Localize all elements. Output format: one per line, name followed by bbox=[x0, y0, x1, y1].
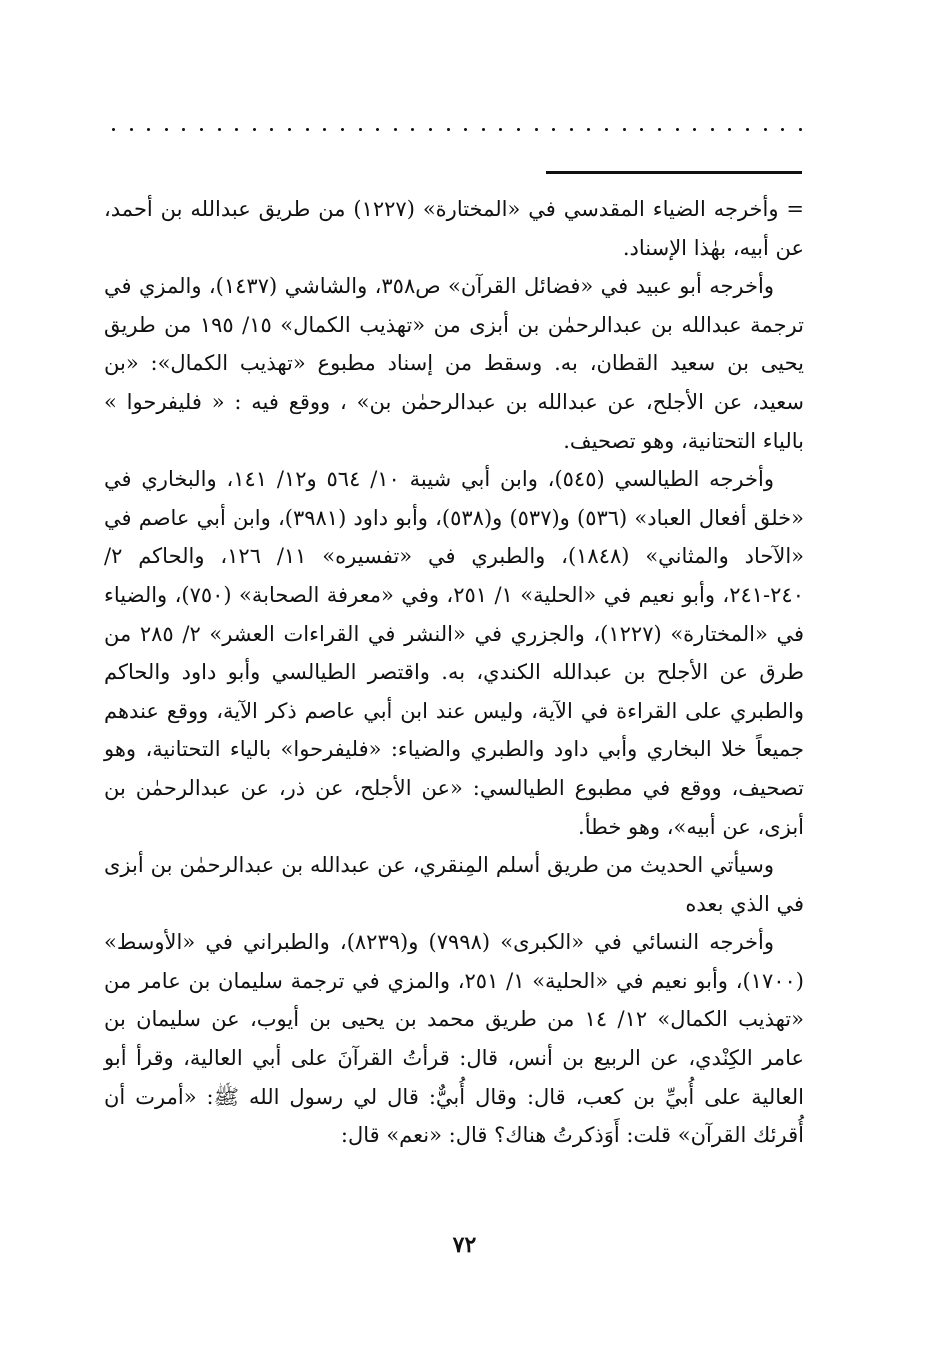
separator-dot bbox=[499, 128, 502, 131]
separator-dot bbox=[200, 128, 203, 131]
separator-dot bbox=[341, 128, 344, 131]
separator-dot bbox=[112, 128, 115, 131]
separator-dot bbox=[464, 128, 467, 131]
separator-dot bbox=[235, 128, 238, 131]
separator-dot bbox=[147, 128, 150, 131]
separator-dot bbox=[253, 128, 256, 131]
separator-dot bbox=[552, 128, 555, 131]
separator-dot bbox=[130, 128, 133, 131]
separator-dot bbox=[447, 128, 450, 131]
separator-dot bbox=[376, 128, 379, 131]
separator-dot bbox=[165, 128, 168, 131]
separator-dot bbox=[781, 128, 784, 131]
separator-dot bbox=[570, 128, 573, 131]
separator-dot bbox=[676, 128, 679, 131]
separator-dotted-line bbox=[112, 126, 802, 132]
separator-dot bbox=[623, 128, 626, 131]
separator-dot bbox=[764, 128, 767, 131]
separator-dot bbox=[218, 128, 221, 131]
footnote-rule bbox=[546, 171, 802, 174]
page-number: ٧٢ bbox=[452, 1232, 477, 1258]
separator-dot bbox=[605, 128, 608, 131]
separator-dot bbox=[799, 128, 802, 131]
footnotes-body bbox=[104, 190, 804, 1155]
separator-dot bbox=[411, 128, 414, 131]
footnote-paragraph: وأخرجه النسائي في «الكبرى» (٧٩٩٨) و(٨٢٣٩)، والطبراني في «الأوسط» (١٧٠٠)، وأبو نعيم في «الحلية» ١/ ٢٥١، والمزي في ترجمة سليمان بن عامر من «تهذيب الكمال» ١٢/ ١٤ من طريق محمد بن يحيى بن أيوب، عن سليمان بن عامر الكِنْدي، عن الربيع بن أنس، قال: قرأتُ القرآنَ على أبي العالية، وقرأ أبو العالية على أُبيِّ بن كعب، قال: وقال أُبيٌّ: قال لي رسول الله ﷺ: «أمرت أن أُقرئك القرآن» قلت: أَوَذكرتُ هناك؟ قال: «نعم» قال: bbox=[104, 930, 804, 1148]
separator-dot bbox=[711, 128, 714, 131]
separator-dot bbox=[270, 128, 273, 131]
separator-dot bbox=[323, 128, 326, 131]
separator-dot bbox=[288, 128, 291, 131]
separator-dot bbox=[359, 128, 362, 131]
footnote-paragraph: وأخرجه الطيالسي (٥٤٥)، وابن أبي شيبة ١٠/ ٥٦٤ و١٢/ ١٤١، والبخاري في «خلق أفعال العباد» (٥٣٦) و(٥٣٧) و(٥٣٨)، وأبو داود (٣٩٨١)، وابن أبي عاصم في «الآحاد والمثاني» (١٨٤٨)، والطبري في «تفسيره» ١١/ ١٢٦، والحاكم ٢/ ٢٤٠-٢٤١، وأبو نعيم في «الحلية» ١/ ٢٥١، وفي «معرفة الصحابة» (٧٥٠)، والضياء في «المختارة» (١٢٢٧)، والجزري في «النشر في القراءات العشر» ٢/ ٢٨٥ من طرق عن الأجلح بن عبدالله الكندي، به. واقتصر الطيالسي وأبو داود والحاكم والطبري على القراءة في الآية، وليس عند ابن أبي عاصم ذكر الآية، ووقع عندهم جميعاً خلا البخاري وأبي داود والطبري والضياء: «فليفرحوا» بالياء التحتانية، وهو تصحيف، ووقع في مطبوع الطيالسي: «عن الأجلح، عن ذر، عن عبدالرحمٰن بن أبزى، عن أبيه»، وهو خطأ. bbox=[104, 467, 804, 839]
separator-dot bbox=[728, 128, 731, 131]
separator-dot bbox=[640, 128, 643, 131]
separator-dot bbox=[535, 128, 538, 131]
separator-dot bbox=[182, 128, 185, 131]
footnote-paragraph: = وأخرجه الضياء المقدسي في «المختارة» (١٢٢٧) من طريق عبدالله بن أحمد، عن أبيه، بهٰذا الإسناد. bbox=[104, 197, 805, 260]
separator-dot bbox=[394, 128, 397, 131]
separator-dot bbox=[429, 128, 432, 131]
separator-dot bbox=[306, 128, 309, 131]
separator-dot bbox=[746, 128, 749, 131]
footnote-paragraph: وسيأتي الحديث من طريق أسلم المِنقري، عن عبدالله بن عبدالرحمٰن بن أبزى في الذي بعده bbox=[104, 853, 804, 916]
footnote-paragraph: وأخرجه أبو عبيد في «فضائل القرآن» ص٣٥٨، والشاشي (١٤٣٧)، والمزي في ترجمة عبدالله بن عبدالرحمٰن بن أبزى من «تهذيب الكمال» ١٥/ ١٩٥ من طريق يحيى بن سعيد القطان، به. وسقط من إسناد مطبوع «تهذيب الكمال»: «بن سعيد، عن الأجلح، عن عبدالله بن عبدالرحمٰن بن» ، ووقع فيه : « فليفرحوا » بالياء التحتانية، وهو تصحيف. bbox=[104, 274, 804, 453]
separator-dot bbox=[587, 128, 590, 131]
separator-dot bbox=[517, 128, 520, 131]
separator-dot bbox=[658, 128, 661, 131]
separator-dot bbox=[482, 128, 485, 131]
separator-dot bbox=[693, 128, 696, 131]
